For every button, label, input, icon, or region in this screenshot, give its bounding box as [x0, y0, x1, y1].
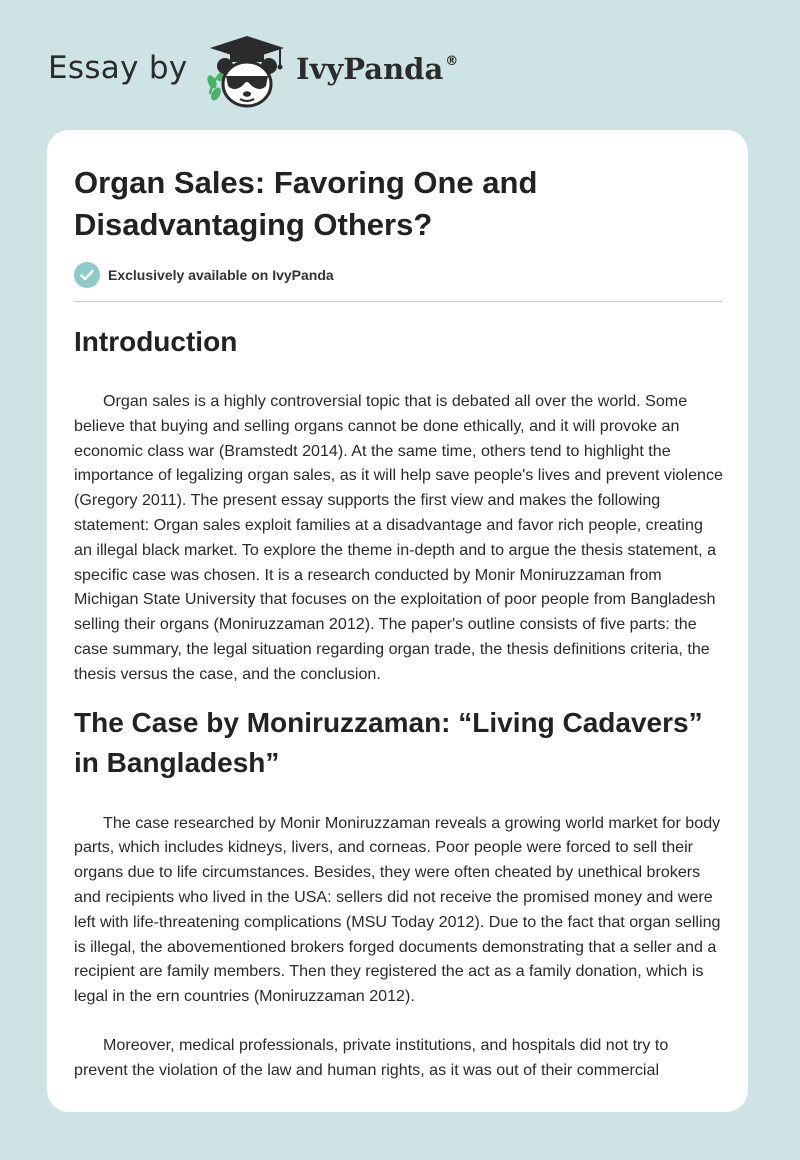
- section-heading-case: The Case by Moniruzzaman: “Living Cadavers” in Bangladesh”: [74, 706, 703, 778]
- paragraph: Moreover, medical professionals, private institutions, and hospitals did not try to prevent the violation of the law and human rights, as it was out of their commercial: [74, 1035, 669, 1079]
- essay-by-label: Essay by: [48, 50, 188, 86]
- brand-name: IvyPanda: [296, 52, 444, 86]
- panda-graduate-icon[interactable]: [202, 32, 292, 110]
- exclusive-badge: [74, 261, 724, 289]
- essay-title: Organ Sales: Favoring One and Disadvantaging Others?: [74, 165, 538, 242]
- paragraph: The case researched by Monir Moniruzzaman reveals a growing world market for body parts, which includes kidneys, livers, and corneas. Poor people were forced to sell their organs due to life circumstances. Besides, they were often cheated by unethical brokers and recipients who lived in the USA: sellers did not receive the promised money and were left with life-threatening complications (MSU Today 2012). Due to the fact that organ selling is illegal, the abovementioned brokers forged documents demonstrating that a seller and a recipient are family members. Then they registered the act as a family donation, which is legal in the ern countries (Moniruzzaman 2012).: [74, 813, 721, 1006]
- section-heading-introduction: Introduction: [74, 326, 238, 357]
- essay-card: [47, 130, 748, 1112]
- registered-mark: ®: [445, 54, 459, 69]
- exclusive-label: Exclusively available on IvyPanda: [108, 267, 334, 283]
- check-circle-icon: [74, 262, 100, 288]
- essay-content: [74, 162, 724, 1083]
- site-header: [48, 30, 528, 110]
- paragraph: Organ sales is a highly controversial topic that is debated all over the world. Some believe that buying and selling organs cannot be done ethically, and it will provoke an economic class war (Bramstedt 2014). At the same time, others tend to highlight the importance of legalizing organ sales, as it will help save people's lives and prevent violence (Gregory 2011). The present essay supports the first view and makes the following statement: Organ sales exploit families at a disadvantage and favor rich people, creating an illegal black market. To explore the theme in-depth and to argue the thesis statement, a specific case was chosen. It is a research conducted by Monir Moniruzzaman from Michigan State University that focuses on the exploitation of poor people from Bangladesh selling their organs (Moniruzzaman 2012). The paper's outline consists of five parts: the case summary, the legal situation regarding organ trade, the thesis definitions criteria, the thesis versus the case, and the conclusion.: [74, 392, 723, 683]
- brand-logo[interactable]: [296, 52, 458, 86]
- divider: [74, 301, 722, 302]
